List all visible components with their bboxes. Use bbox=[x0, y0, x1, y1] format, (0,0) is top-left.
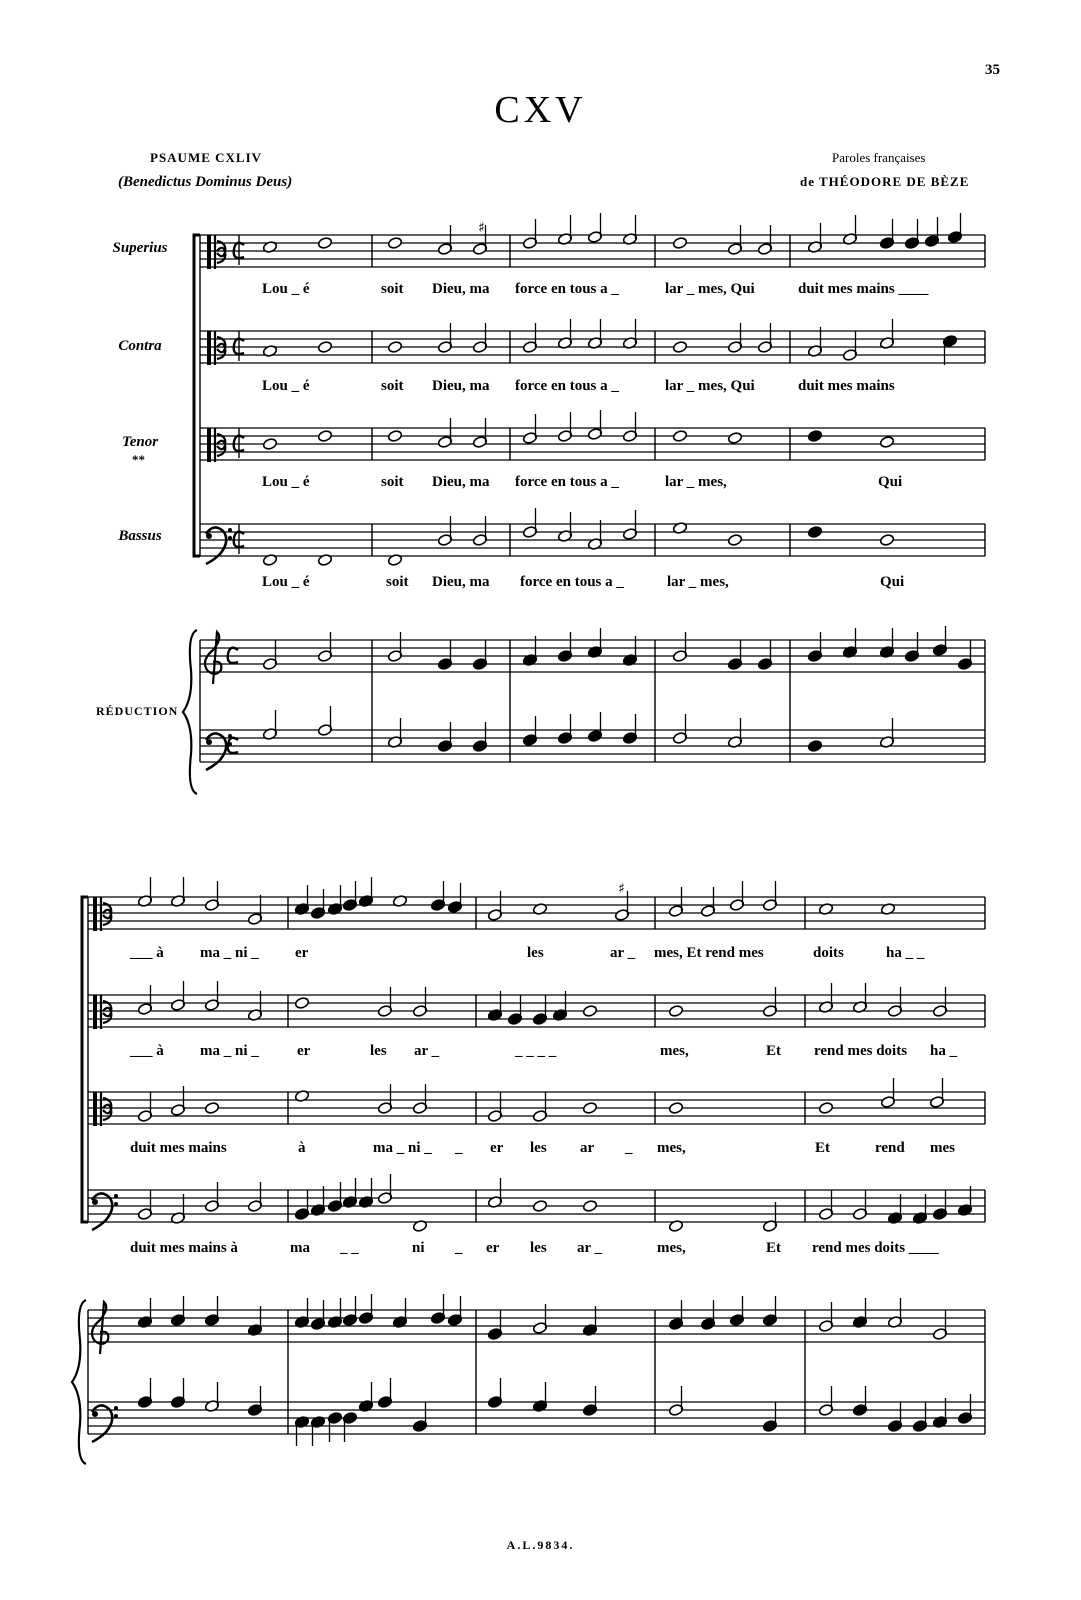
f-clef bbox=[92, 1193, 112, 1230]
lyric: Lou _ é bbox=[262, 378, 310, 394]
lyric: duit mes mains à bbox=[130, 1240, 238, 1256]
lyric: mes, bbox=[657, 1140, 686, 1156]
lyric: ___ à bbox=[130, 945, 164, 961]
note-head bbox=[532, 1200, 547, 1213]
lyric: _ _ bbox=[340, 1240, 359, 1256]
note-head bbox=[668, 1102, 683, 1115]
lyric: soit bbox=[381, 281, 404, 297]
f-clef bbox=[114, 1202, 118, 1206]
note-head bbox=[317, 237, 332, 250]
lyric: les bbox=[370, 1043, 387, 1059]
lyric: force en tous a _ bbox=[515, 378, 619, 394]
note-head bbox=[317, 341, 332, 354]
lyric: Lou _ é bbox=[262, 474, 310, 490]
note-head bbox=[672, 341, 687, 354]
lyric: ni bbox=[412, 1240, 425, 1256]
f-clef bbox=[114, 1406, 118, 1410]
lyric: mes, Et rend mes bbox=[654, 945, 764, 961]
note-head bbox=[807, 430, 822, 443]
c-clef bbox=[93, 1092, 97, 1126]
lyric: ar _ bbox=[414, 1043, 440, 1059]
system-bracket bbox=[194, 235, 200, 556]
lyric: _ _ _ _ bbox=[515, 1043, 557, 1059]
lyric: er bbox=[486, 1240, 500, 1256]
note-head bbox=[818, 1102, 833, 1115]
lyric: lar _ mes, Qui bbox=[665, 281, 755, 297]
lyric: rend bbox=[875, 1140, 905, 1156]
lyric: mes, bbox=[657, 1240, 686, 1256]
f-clef bbox=[92, 1405, 112, 1442]
lyric: lar _ mes, bbox=[665, 474, 727, 490]
c-clef bbox=[215, 331, 225, 365]
c-clef bbox=[101, 995, 111, 1029]
lyric: er bbox=[297, 1043, 311, 1059]
f-clef bbox=[92, 1411, 98, 1417]
note-head bbox=[582, 1200, 597, 1213]
voice-label-bassus: Bassus bbox=[118, 528, 162, 544]
lyric: mes, bbox=[660, 1043, 689, 1059]
lyric: soit bbox=[381, 378, 404, 394]
reduction-label: RÉDUCTION bbox=[96, 704, 179, 718]
time-signature bbox=[228, 648, 238, 663]
lyric: Et bbox=[815, 1140, 830, 1156]
piece-title: CXV bbox=[494, 89, 587, 131]
lyric: ar _ bbox=[610, 945, 636, 961]
f-clef bbox=[114, 1194, 118, 1198]
lyric: ma bbox=[290, 1240, 310, 1256]
grand-staff-brace bbox=[72, 1300, 86, 1464]
c-clef bbox=[93, 995, 97, 1029]
c-clef bbox=[207, 428, 211, 462]
lyric: er bbox=[490, 1140, 504, 1156]
page-number: 35 bbox=[985, 62, 1000, 78]
voice-label-contra: Contra bbox=[118, 338, 162, 354]
lyric: force en tous a _ bbox=[515, 474, 619, 490]
lyric: à bbox=[298, 1140, 306, 1156]
lyric: duit mes mains ____ bbox=[798, 281, 929, 297]
c-clef bbox=[101, 897, 111, 931]
tenor-footnote-mark: ** bbox=[132, 452, 145, 467]
note-head bbox=[672, 237, 687, 250]
lyricist-credit-name: de THÉODORE DE BÈZE bbox=[800, 174, 970, 189]
lyric: lar _ mes, bbox=[667, 574, 729, 590]
c-clef bbox=[215, 428, 225, 462]
lyric: Et bbox=[766, 1043, 781, 1059]
note-head bbox=[807, 740, 822, 753]
system-bracket bbox=[82, 897, 88, 1222]
note-head bbox=[672, 430, 687, 443]
catalogue-number: A.L.9834. bbox=[506, 1538, 575, 1552]
lyric: ___ à bbox=[130, 1043, 164, 1059]
lyric: Lou _ é bbox=[262, 281, 310, 297]
note-head bbox=[294, 997, 309, 1010]
f-clef bbox=[228, 536, 232, 540]
lyric: er bbox=[295, 945, 309, 961]
lyric: mes bbox=[930, 1140, 955, 1156]
lyric: force en tous a _ bbox=[515, 281, 619, 297]
note-head bbox=[879, 436, 894, 449]
lyric: Et bbox=[766, 1240, 781, 1256]
note-head bbox=[582, 1005, 597, 1018]
note-head bbox=[727, 432, 742, 445]
f-clef bbox=[92, 1199, 98, 1205]
note-head bbox=[317, 430, 332, 443]
c-clef bbox=[101, 1092, 111, 1126]
lyric: _ bbox=[455, 1140, 463, 1156]
lyricist-credit-label: Paroles françaises bbox=[832, 150, 926, 165]
lyric: soit bbox=[386, 574, 409, 590]
lyric: Dieu, ma bbox=[432, 574, 490, 590]
lyric: rend mes doits ____ bbox=[812, 1240, 939, 1256]
lyric: ar bbox=[580, 1140, 595, 1156]
lyric: ha _ _ bbox=[886, 945, 925, 961]
lyric: les bbox=[530, 1140, 547, 1156]
c-clef bbox=[207, 235, 211, 269]
voice-label-tenor: Tenor bbox=[121, 434, 159, 450]
lyric: Qui bbox=[880, 574, 905, 590]
lyric: duit mes mains bbox=[798, 378, 895, 394]
note-head bbox=[387, 237, 402, 250]
lyric: Qui bbox=[878, 474, 903, 490]
c-clef bbox=[93, 897, 97, 931]
lyric: _ bbox=[455, 1240, 463, 1256]
note-head bbox=[387, 430, 402, 443]
lyric: soit bbox=[381, 474, 404, 490]
lyric: ha _ bbox=[930, 1043, 958, 1059]
sharp-sign: ♯ bbox=[618, 881, 625, 897]
lyric: les bbox=[527, 945, 544, 961]
c-clef bbox=[207, 331, 211, 365]
note-head bbox=[582, 1102, 597, 1115]
note-head bbox=[262, 438, 277, 451]
lyric: Lou _ é bbox=[262, 574, 310, 590]
lyric: doits bbox=[813, 945, 844, 961]
psalm-subtitle: (Benedictus Dominus Deus) bbox=[118, 174, 293, 190]
psalm-title: PSAUME CXLIV bbox=[150, 150, 263, 165]
lyric: ma _ ni _ bbox=[200, 1043, 259, 1059]
lyric: rend mes doits bbox=[814, 1043, 908, 1059]
note-head bbox=[879, 534, 894, 547]
lyric: Dieu, ma bbox=[432, 474, 490, 490]
note-head bbox=[387, 341, 402, 354]
f-clef bbox=[206, 739, 212, 745]
lyric: ma _ ni _ bbox=[373, 1140, 432, 1156]
lyric: Dieu, ma bbox=[432, 281, 490, 297]
note-head bbox=[204, 1102, 219, 1115]
lyric: _ bbox=[625, 1140, 633, 1156]
f-clef bbox=[114, 1414, 118, 1418]
grand-staff-brace bbox=[183, 630, 197, 794]
sharp-sign: ♯ bbox=[478, 220, 485, 236]
lyric: duit mes mains bbox=[130, 1140, 227, 1156]
lyric: ar _ bbox=[577, 1240, 603, 1256]
lyric: Dieu, ma bbox=[432, 378, 490, 394]
f-clef bbox=[206, 533, 212, 539]
note-head bbox=[807, 526, 822, 539]
lyric: force en tous a _ bbox=[520, 574, 624, 590]
lyric: ma _ ni _ bbox=[200, 945, 259, 961]
lyric: les bbox=[530, 1240, 547, 1256]
note-head bbox=[727, 534, 742, 547]
lyric: lar _ mes, Qui bbox=[665, 378, 755, 394]
f-clef bbox=[206, 527, 226, 564]
voice-label-superius: Superius bbox=[112, 240, 168, 256]
c-clef bbox=[215, 235, 225, 269]
f-clef bbox=[228, 528, 232, 532]
f-clef bbox=[206, 733, 226, 770]
note-head bbox=[668, 1005, 683, 1018]
